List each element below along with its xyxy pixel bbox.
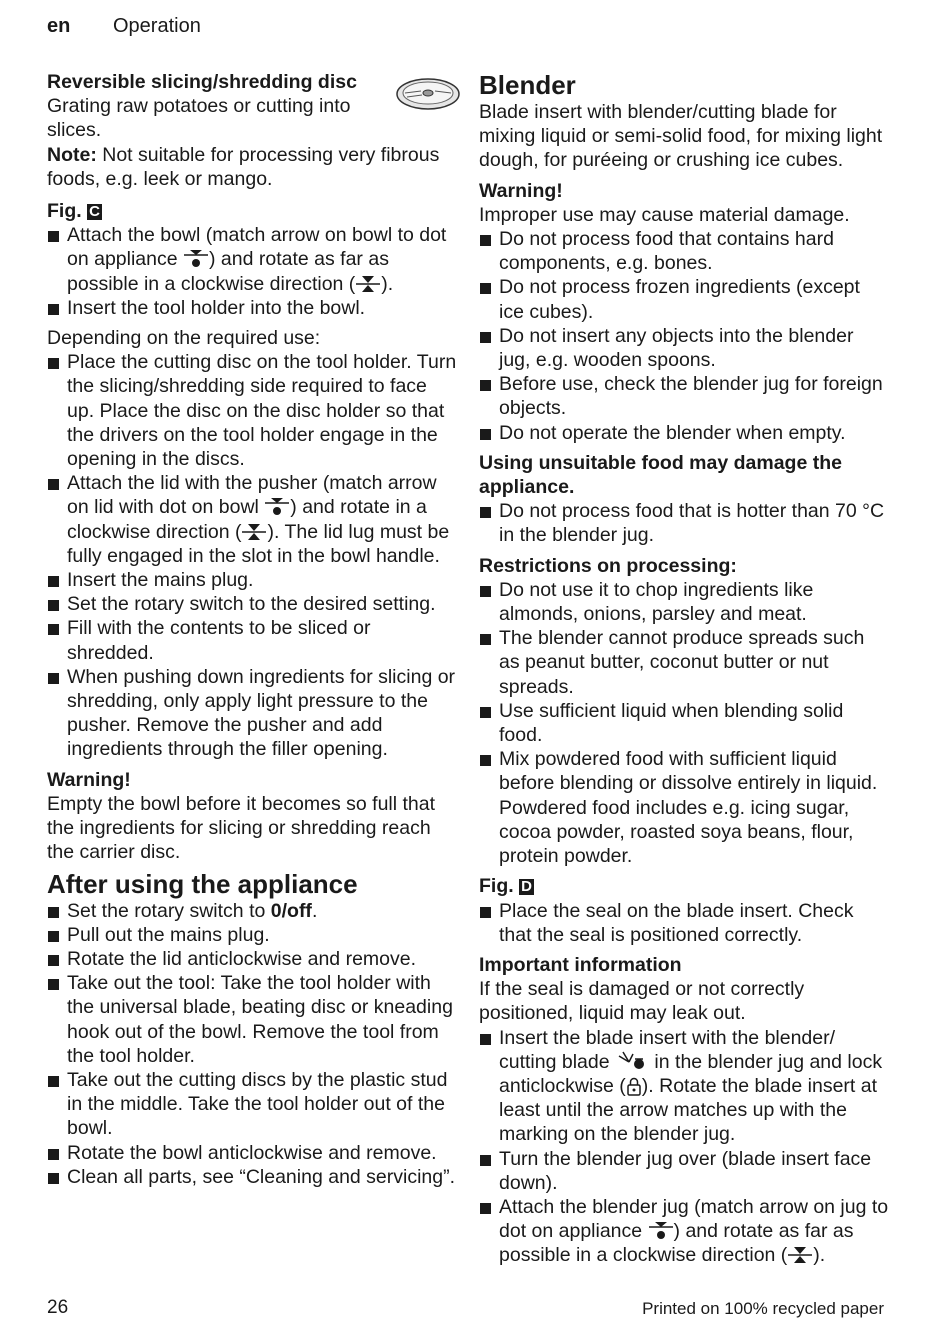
- align-dot-icon: [648, 1221, 674, 1241]
- figure-label: [479, 874, 889, 898]
- list-item: Place the cutting disc on the tool holder. Turn the slicing/shredding side required to face up. Place the disc on the disc holder so that the drivers on the tool holder engage in the opening in the discs.: [47, 350, 457, 471]
- figure-label: [47, 199, 457, 223]
- step-text: ) and rotate in a clockwise direction (: [67, 496, 427, 543]
- step-text: ). The lid lug must be fully engaged in the slot in the bowl handle.: [67, 520, 450, 567]
- step-text: Set the rotary switch to: [67, 899, 271, 922]
- list-item: [479, 1195, 889, 1268]
- right-column: [479, 70, 889, 1268]
- after-use-title: After using the appliance: [47, 868, 358, 899]
- warning-text: Empty the bowl before it becomes so full that the ingredients for slicing or shredding reach the carrier disc.: [47, 792, 436, 864]
- recycled-paper-note: Printed on 100% recycled paper: [642, 1299, 884, 1318]
- disc-section: [47, 70, 457, 191]
- align-dot-icon: [183, 249, 209, 269]
- unsuitable-food-title: Using unsuitable food may damage the appliance.: [479, 451, 842, 499]
- step-text: in the blender jug and lock anticlockwise (: [499, 1050, 883, 1097]
- restrictions-title: Restrictions on processing:: [479, 554, 737, 577]
- page-number: 26: [47, 1297, 69, 1318]
- list-item: [47, 899, 457, 923]
- list-item: When pushing down ingredients for slicing or shredding, only apply light pressure to the pusher. Remove the pusher and add ingredients through the filler opening.: [47, 665, 457, 762]
- warning-label: Warning!: [479, 179, 563, 202]
- step-text: ) and rotate as far as possible in a clockwise direction (: [67, 248, 389, 295]
- step-text: .: [311, 899, 318, 922]
- language-code: en: [47, 15, 71, 37]
- list-item: Do not process food that contains hard components, e.g. bones.: [479, 227, 889, 275]
- align-dot-icon: [264, 497, 290, 517]
- switch-setting: 0/off: [270, 899, 312, 922]
- warning-label: Warning!: [47, 768, 131, 791]
- usage-steps: [47, 350, 457, 761]
- list-item: Turn the blender jug over (blade insert face down).: [479, 1147, 889, 1195]
- list-item: Take out the tool: Take the tool holder with the universal blade, beating disc or kneading hook out of the bowl. Remove the tool from the tool holder.: [47, 971, 457, 1068]
- seal-steps: [479, 899, 889, 947]
- figure-label-text: Fig.: [479, 875, 514, 898]
- list-item: [479, 1026, 889, 1147]
- step-text: Attach the blender jug (match arrow on jug to dot on appliance: [499, 1195, 889, 1243]
- note-label: Note:: [47, 143, 97, 166]
- list-item: [47, 471, 457, 568]
- list-item: Set the rotary switch to the desired setting.: [47, 592, 457, 616]
- important-info-title: Important information: [479, 953, 682, 976]
- rotate-clockwise-icon: [355, 274, 381, 294]
- list-item: Pull out the mains plug.: [47, 923, 457, 947]
- list-item: Place the seal on the blade insert. Check that the seal is positioned correctly.: [479, 899, 889, 947]
- rotate-clockwise-icon: [241, 522, 267, 542]
- step-text: Insert the blade insert with the blender/ cutting blade: [499, 1026, 836, 1073]
- depending-text: Depending on the required use:: [47, 327, 321, 350]
- blender-blade-icon: [615, 1050, 649, 1072]
- list-item: Clean all parts, see “Cleaning and servicing”.: [47, 1165, 457, 1189]
- restrictions-list: [479, 578, 889, 868]
- list-item: Before use, check the blender jug for foreign objects.: [479, 372, 889, 420]
- list-item: Do not insert any objects into the blender jug, e.g. wooden spoons.: [479, 324, 889, 372]
- step-text: ) and rotate as far as possible in a clockwise direction (: [499, 1220, 854, 1267]
- disc-title: Reversible slicing/shredding disc: [47, 71, 357, 93]
- list-item: Fill with the contents to be sliced or shredded.: [47, 616, 457, 664]
- list-item: [47, 223, 457, 296]
- list-item: Take out the cutting discs by the plastic stud in the middle. Take the tool holder out of the bowl.: [47, 1068, 457, 1141]
- lock-icon: [626, 1076, 642, 1096]
- step-text: ).: [381, 272, 394, 295]
- list-item: Use sufficient liquid when blending solid food.: [479, 699, 889, 747]
- note-text: Not suitable for processing very fibrous foods, e.g. leek or mango.: [47, 143, 440, 190]
- step-text: Attach the lid with the pusher (match arrow on lid with dot on bowl: [67, 472, 437, 519]
- blender-steps: [479, 1026, 889, 1268]
- note: [47, 143, 457, 191]
- list-item: Do not process food that is hotter than 70 °C in the blender jug.: [479, 499, 889, 547]
- list-item: Do not operate the blender when empty.: [479, 421, 889, 445]
- rotate-clockwise-icon: [787, 1245, 813, 1265]
- list-item: Rotate the bowl anticlockwise and remove.: [47, 1141, 457, 1165]
- list-item: Do not process frozen ingredients (except ice cubes).: [479, 275, 889, 323]
- list-item: Do not use it to chop ingredients like almonds, onions, parsley and meat.: [479, 578, 889, 626]
- slicing-disc-icon: [395, 76, 461, 112]
- figure-letter-badge: C: [89, 203, 100, 221]
- step-text: ).: [813, 1244, 826, 1267]
- figure-letter-badge: D: [521, 878, 532, 896]
- list-item: Mix powdered food with sufficient liquid before blending or dissolve entirely in liquid. Powdered food includes e.g. icing sugar, cocoa powder, roasted soya beans, flour, protein powder.: [479, 747, 889, 868]
- blender-description: Blade insert with blender/cutting blade for mixing liquid or semi-solid food, for mixing light dough, for puréeing or crushing ice cubes.: [479, 101, 883, 172]
- step-text: ). Rotate the blade insert at least until the arrow matches up with the marking on the blender jug.: [499, 1074, 878, 1146]
- left-column: [47, 70, 457, 1189]
- list-item: The blender cannot produce spreads such as peanut butter, coconut butter or nut spreads.: [479, 626, 889, 699]
- blender-title: Blender: [479, 70, 576, 100]
- figure-label-text: Fig.: [47, 200, 82, 223]
- important-info-text: If the seal is damaged or not correctly positioned, liquid may leak out.: [479, 978, 805, 1025]
- step-text: Attach the bowl (match arrow on bowl to dot on appliance: [67, 224, 447, 271]
- section-title: Operation: [113, 15, 201, 37]
- disc-description: Grating raw potatoes or cutting into slices.: [47, 95, 351, 142]
- list-item: Rotate the lid anticlockwise and remove.: [47, 947, 457, 971]
- unsuitable-list: [479, 499, 889, 547]
- after-use-steps: [47, 899, 457, 1189]
- list-item: Insert the mains plug.: [47, 568, 457, 592]
- list-item: Insert the tool holder into the bowl.: [47, 296, 457, 320]
- assembly-steps: [47, 223, 457, 320]
- warning-list: [479, 227, 889, 445]
- warning-text: Improper use may cause material damage.: [479, 203, 850, 226]
